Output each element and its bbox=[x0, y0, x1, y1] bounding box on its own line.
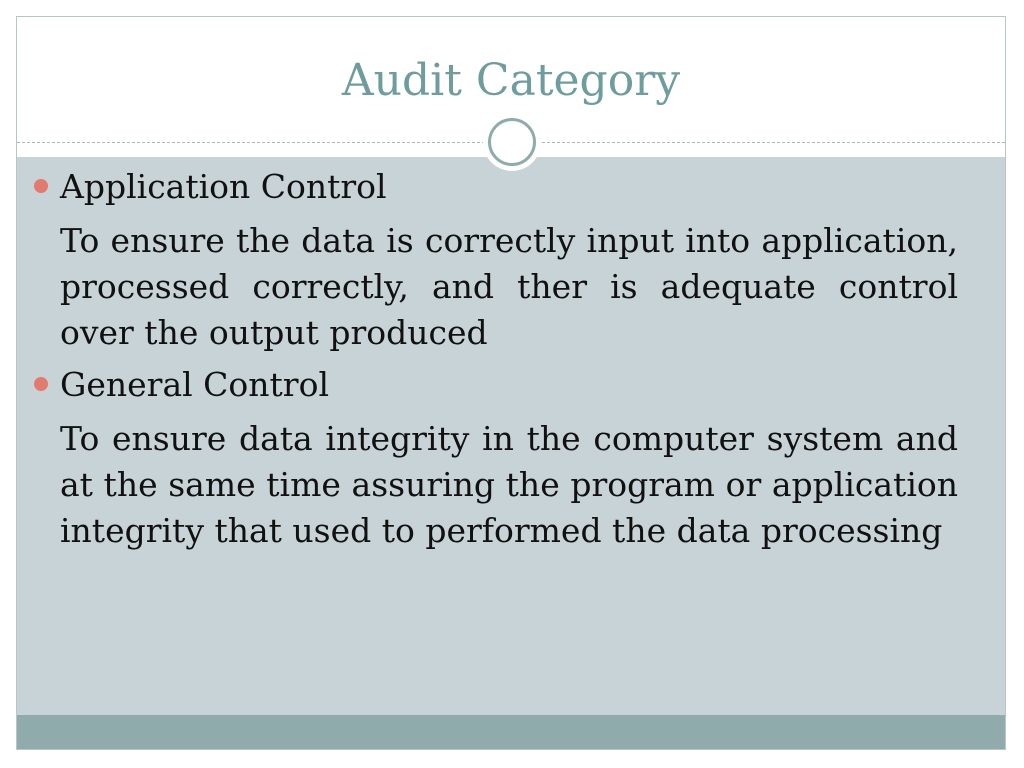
bullet-dot-icon bbox=[34, 179, 48, 193]
bullet-dot-icon bbox=[34, 377, 48, 391]
slide-title: Audit Category bbox=[341, 55, 681, 106]
bullet-heading: General Control bbox=[60, 365, 329, 404]
footer-bar bbox=[17, 715, 1005, 749]
bullet-heading: Application Control bbox=[60, 167, 387, 206]
bullet-item-general-control bbox=[34, 362, 958, 408]
slide-body bbox=[34, 164, 958, 560]
bullet-item-application-control bbox=[34, 164, 958, 210]
bullet-description: To ensure the data is correctly input into application, processed correctly, and ther is adequate control over the output produced bbox=[60, 221, 958, 352]
circle-ornament-icon bbox=[483, 113, 541, 171]
ornament-ring bbox=[488, 118, 536, 166]
bullet-description: To ensure data integrity in the computer system and at the same time assuring the program or application integrity that used to performed the data processing bbox=[60, 419, 958, 550]
